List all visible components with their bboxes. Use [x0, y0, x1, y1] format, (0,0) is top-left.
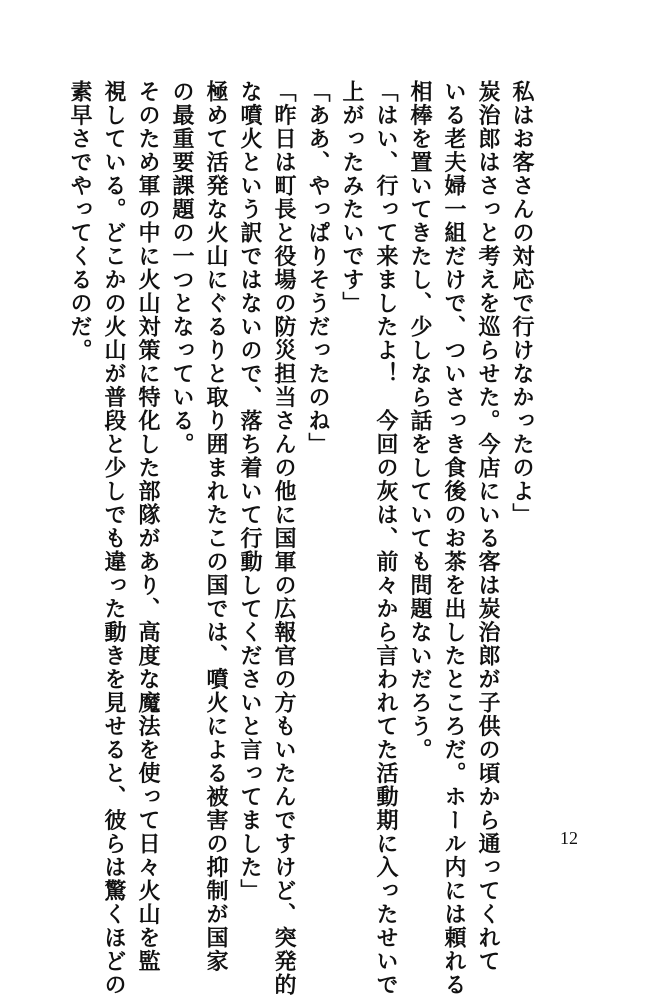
text-line: な噴火という訳ではないので、落ち着いて行動してくださいと言ってました」	[237, 80, 263, 903]
text-line: 炭治郎はさっと考えを巡らせた。今店にいる客は炭治郎が子供の頃から通ってくれて	[475, 80, 501, 973]
text-line: 私はお客さんの対応で行けなかったのよ」	[509, 80, 535, 527]
text-line: の最重要課題の一つとなっている。	[169, 80, 195, 456]
text-line: 素早さでやってくるのだ。	[67, 80, 93, 362]
vertical-text-body	[63, 80, 539, 997]
text-line: そのため軍の中に火山対策に特化した部隊があり、高度な魔法を使って日々火山を監	[135, 80, 161, 973]
text-line: いる老夫婦一組だけで、ついさっき食後のお茶を出したところだ。ホール内には頼れる	[441, 80, 467, 997]
text-line: 上がったみたいです」	[339, 80, 365, 315]
text-line: 「昨日は町長と役場の防災担当さんの他に国軍の広報官の方もいたんですけど、突発的	[271, 80, 297, 997]
page-number: 12	[560, 828, 578, 848]
text-line: 「はい、行って来ましたよ！ 今回の灰は、前々から言われてた活動期に入ったせいで	[373, 80, 399, 997]
text-line: 「ああ、やっぱりそうだったのね」	[305, 80, 331, 456]
text-line: 視している。どこかの火山が普段と少しでも違った動きを見せると、彼らは驚くほどの	[101, 80, 127, 997]
text-line: 相棒を置いてきたし、少しなら話をしていても問題ないだろう。	[407, 80, 433, 762]
text-line: 極めて活発な火山にぐるりと取り囲まれたこの国では、噴火による被害の抑制が国家	[203, 80, 229, 973]
